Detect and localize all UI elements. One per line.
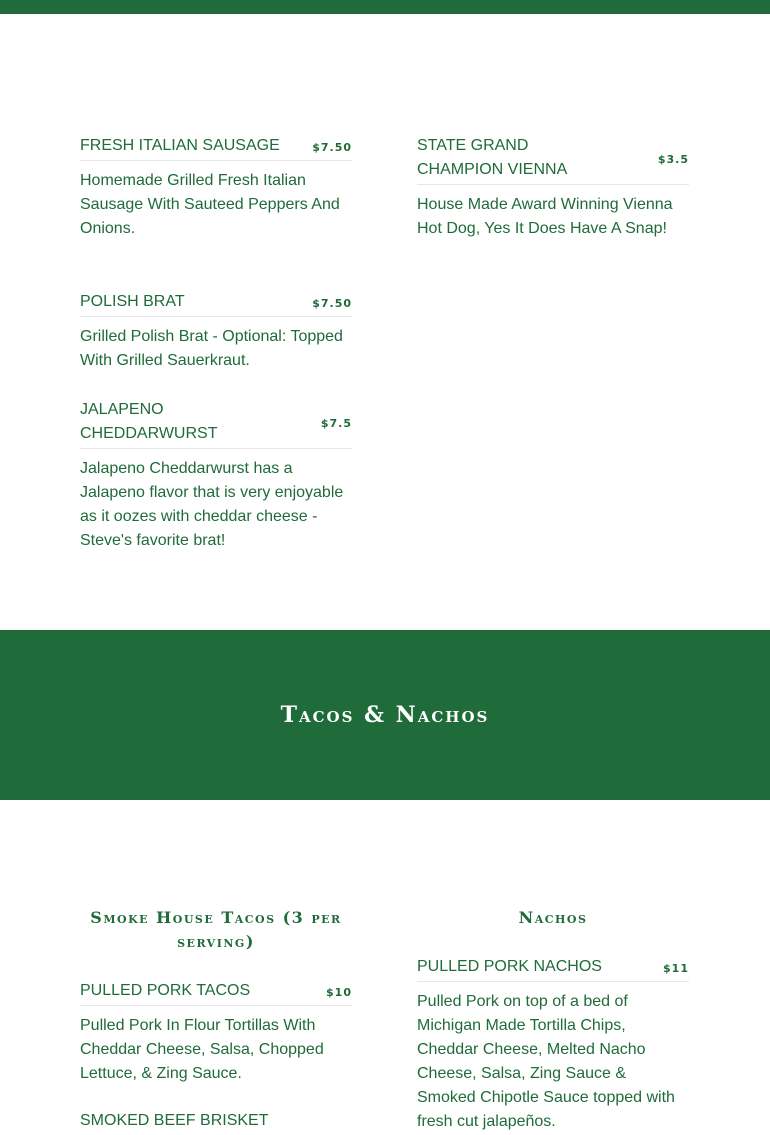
menu-item-price: $7.50: [312, 140, 352, 154]
menu-item-price: $7.5: [320, 416, 352, 430]
menu-item-price: $7.50: [312, 296, 352, 310]
menu-item-name: SMOKED BEEF BRISKET: [80, 1112, 269, 1129]
top-bar: [0, 0, 770, 14]
nachos-title: Nachos: [518, 908, 588, 927]
tacos-title: Smoke House Tacos (3 per serving): [90, 908, 342, 951]
section-title: Tacos & Nachos: [280, 702, 490, 728]
menu-item-header: [80, 134, 352, 161]
menu-item-price: $3.5: [657, 152, 689, 166]
menu-item-description: Grilled Polish Brat - Optional: Topped With Grilled Sauerkraut.: [80, 328, 343, 369]
menu-item-pulled-pork-tacos: [80, 979, 352, 1086]
menu-item-name: STATE GRAND CHAMPION VIENNA: [417, 137, 568, 178]
menu-item-description: Homemade Grilled Fresh Italian Sausage With Sauteed Peppers And Onions.: [80, 172, 340, 237]
menu-item-description: Pulled Pork on top of a bed of Michigan Made Tortilla Chips, Cheddar Cheese, Melted Nacho Cheese, Salsa, Zing Sauce & Smoked Chipotle Sauce topped with fresh cut jalapeños.: [417, 993, 675, 1130]
menu-item-polish-brat: [80, 290, 352, 373]
menu-item-name: PULLED PORK NACHOS: [417, 958, 602, 975]
section-banner: [0, 630, 770, 800]
menu-item-smoked-beef-brisket: [80, 1109, 352, 1135]
menu-item-header: [417, 955, 689, 982]
menu-item-description: Jalapeno Cheddarwurst has a Jalapeno flavor that is very enjoyable as it oozes with cheddar cheese - Steve's favorite brat!: [80, 460, 344, 549]
menu-item-pulled-pork-nachos: [417, 955, 689, 1134]
menu-item-header: [417, 134, 689, 185]
menu-item-price: $10: [326, 985, 352, 999]
menu-item-header: [80, 1109, 352, 1135]
menu-item-name: FRESH ITALIAN SAUSAGE: [80, 137, 280, 154]
menu-item-jalapeno-cheddarwurst: [80, 398, 352, 553]
menu-item-description: Pulled Pork In Flour Tortillas With Cheddar Cheese, Salsa, Chopped Lettuce, & Zing Sauce.: [80, 1017, 324, 1082]
menu-item-name: JALAPENO CHEDDARWURST: [80, 401, 218, 442]
menu-item-header: [80, 398, 352, 449]
menu-item-vienna: [417, 134, 689, 241]
menu-item-description: House Made Award Winning Vienna Hot Dog, Yes It Does Have A Snap!: [417, 196, 673, 237]
menu-item-italian-sausage: [80, 134, 352, 241]
menu-item-price: $11: [663, 961, 689, 975]
menu-item-name: POLISH BRAT: [80, 293, 185, 310]
menu-item-header: [80, 979, 352, 1006]
menu-item-header: [80, 290, 352, 317]
menu-item-name: PULLED PORK TACOS: [80, 982, 251, 999]
